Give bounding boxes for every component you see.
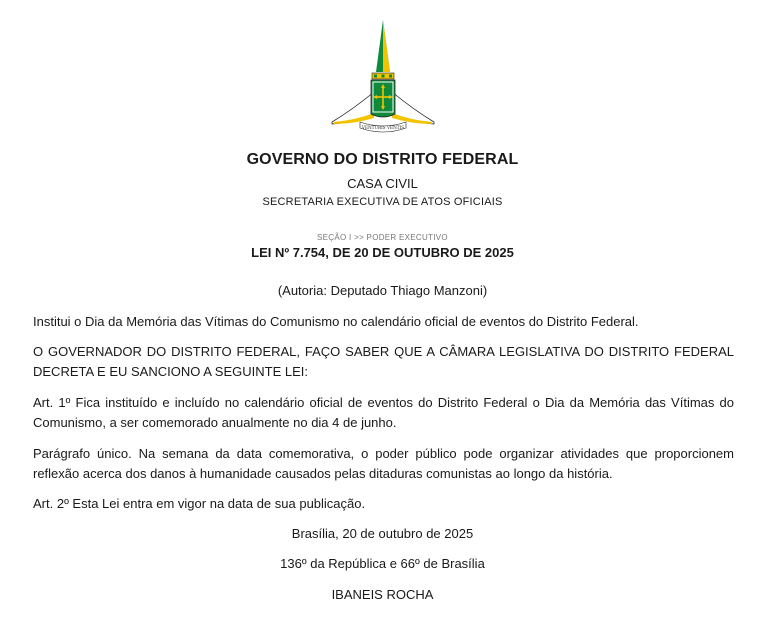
enactment-clause: O GOVERNADOR DO DISTRITO FEDERAL, FAÇO SABER QUE A CÂMARA LEGISLATIVA DO DISTRITO FEDERAL DECRETA E EU SANCIONO A SEGUINTE LEI: (33, 344, 734, 379)
act-title: LEI Nº 7.754, DE 20 DE OUTUBRO DE 2025 (251, 245, 514, 260)
article-1: Art. 1º Fica instituído e incluído no calendário oficial de eventos do Distrito Federal o Dia da Memória das Vítimas do Comunismo, a ser comemorado anualmente no dia 4 de junho. (33, 395, 734, 430)
section-label: SEÇÃO I >> PODER EXECUTIVO (317, 233, 448, 242)
article-2: Art. 2º Esta Lei entra em vigor na data de sua publicação. (33, 496, 366, 511)
republic-years: 136º da República e 66º de Brasília (280, 556, 485, 571)
sole-paragraph: Parágrafo único. Na semana da data comemorativa, o poder público pode organizar atividades que proporcionem reflexão acerca dos danos à humanidade causados pelas ditaduras comunistas ao longo da história. (33, 446, 734, 481)
secretariat-name: SECRETARIA EXECUTIVA DE ATOS OFICIAIS (262, 196, 503, 208)
government-title: GOVERNO DO DISTRITO FEDERAL (246, 151, 519, 168)
act-authorship: (Autoria: Deputado Thiago Manzoni) (277, 283, 488, 298)
department-name: CASA CIVIL (347, 176, 418, 191)
coat-of-arms-distrito-federal-icon (330, 18, 436, 136)
signatory-name: IBANEIS ROCHA (331, 587, 434, 602)
act-summary: Institui o Dia da Memória das Vítimas do Comunismo no calendário oficial de eventos do Distrito Federal. (33, 314, 639, 329)
place-and-date: Brasília, 20 de outubro de 2025 (291, 526, 474, 541)
emblem-motto: VENTURIS VENTIS (361, 125, 405, 130)
